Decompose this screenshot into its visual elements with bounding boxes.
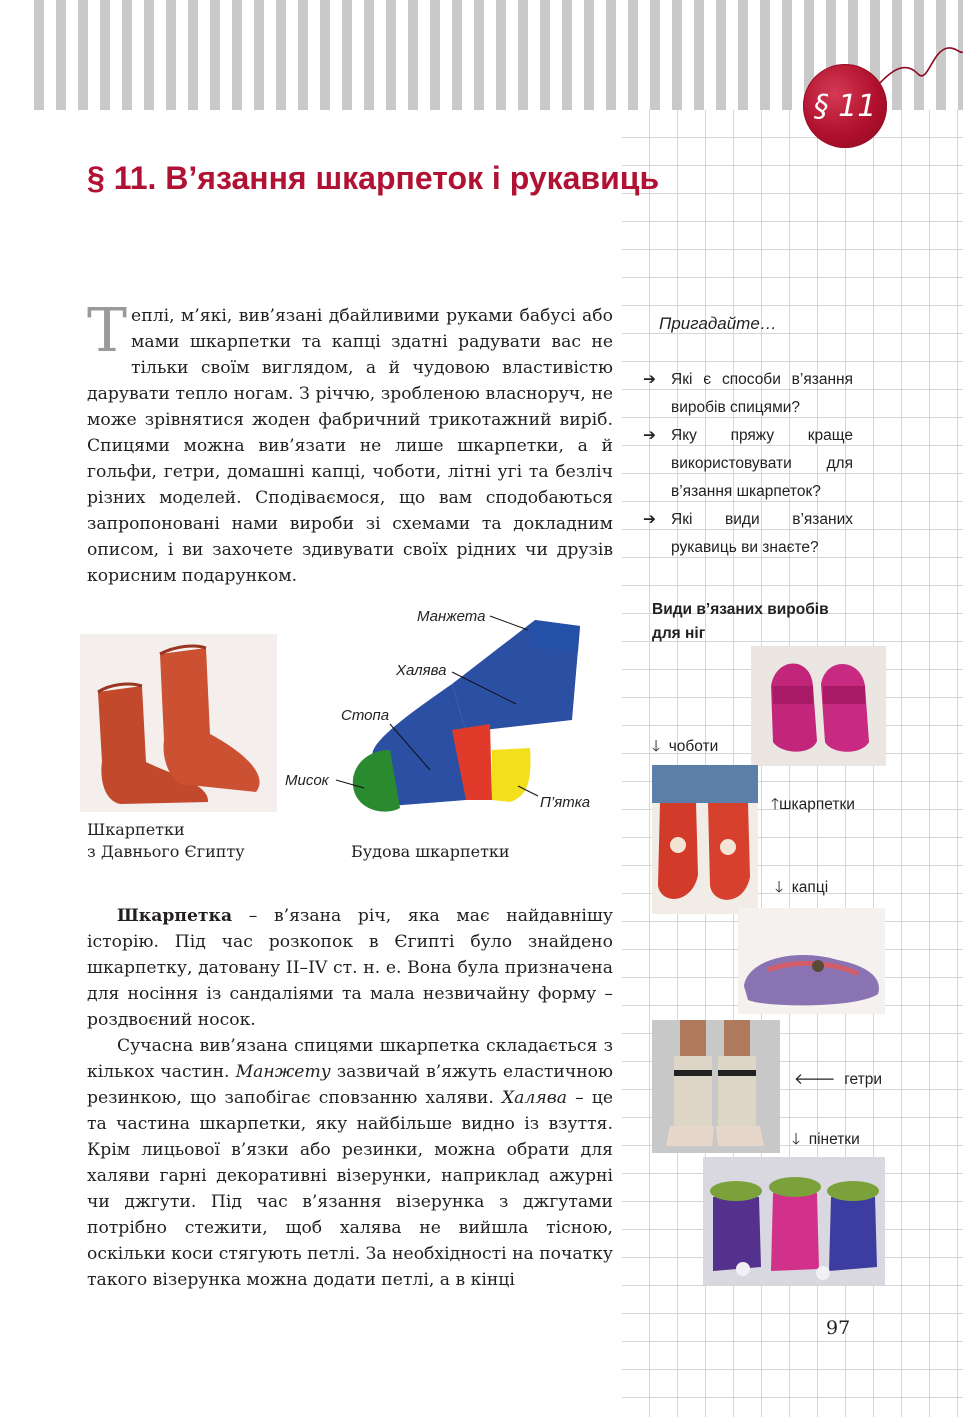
question-text: Які є способи в’язання виробів спицями?	[671, 371, 853, 416]
label-slippers	[775, 875, 828, 902]
paragraph-2-text-c: – це та частина шкарпетки, яку найбільше видно із взуття. Крім лицьової в’язки або резинки, можна обрати для халяви гарні декоративні візерунки, наприклад ажурні чи джгути. Під час в’язання візерунка з джгутами потрібно стежити, щоб халява не вийшла тісною, оскільки коси стягують петлі. За необхідності на початку такого візерунка можна додати петлі, а в кінці	[87, 1088, 614, 1290]
label-slippers-text: капці	[791, 879, 829, 896]
photo-booties	[703, 1157, 885, 1285]
arrow-right-icon: ➔	[643, 427, 656, 444]
page-number: 97	[826, 1317, 851, 1339]
stripes-margin	[0, 0, 22, 110]
paragraph-2-text-b: зазвичай в’яжуть еластичною резинкою, що запобігає сповзанню халяви.	[87, 1062, 613, 1108]
caption-egypt-2: з Давнього Єгипту	[87, 842, 245, 861]
arrow-right-icon: ➔	[643, 371, 656, 388]
question-text: Які види в’язаних рукавиць ви знаєте?	[671, 511, 853, 556]
arrow-down-icon: 🡓	[792, 1131, 801, 1148]
arrow-down-icon: 🡓	[775, 879, 784, 896]
page-title: § 11. В’язання шкарпеток і рукавиць	[87, 160, 660, 196]
label-boots-text: чоботи	[668, 738, 719, 755]
intro-paragraph	[87, 296, 613, 589]
caption-egypt-1: Шкарпетки	[87, 820, 185, 839]
photo-red-boots	[652, 765, 758, 914]
label-gaiters	[794, 1069, 882, 1089]
label-toe: Мисок	[285, 772, 329, 789]
label-socks	[771, 792, 855, 819]
paragraph-2-text-a: Сучасна вив’язана спицями шкарпетка складається з кількох частин.	[87, 1036, 613, 1082]
recall-heading: Пригадайте…	[659, 314, 777, 333]
arrow-right-icon: ➔	[643, 511, 656, 528]
label-gaiters-text: гетри	[844, 1071, 882, 1088]
question-item	[643, 506, 853, 562]
paragraph-1	[87, 903, 613, 1033]
paragraph-2	[87, 1033, 613, 1293]
arrow-left-icon: 🡐	[794, 1071, 836, 1088]
label-foot: Стопа	[341, 707, 390, 724]
arrow-down-icon: 🡓	[652, 738, 661, 755]
arrow-up-icon: 🡑	[771, 796, 780, 813]
label-leg: Халява	[396, 662, 447, 679]
intro-text: еплі, м’які, вив’язані дбайливими руками бабусі або мами шкарпетки та капці здатні радувати вас не тільки своїм виглядом, а й чудовою властивістю дарувати тепло ногам. З річчю, зробленою власноруч, не може зрівнятися жоден фабричний трикотажний виріб. Спицями можна вив’язати не лише шкарпетки, а й гольфи, гетри, домашні капці, чоботи, літні угі та безліч різних моделей. Сподіваємося, що вам сподобаються запропоновані нами вироби зі схемами та докладним описом, і ви захочете здивувати своїх рідних чи друзів корисним подарунком.	[87, 306, 613, 586]
question-item	[643, 366, 853, 422]
label-cuff: Манжета	[417, 608, 486, 625]
caption-sock-structure: Будова шкарпетки	[351, 842, 510, 861]
body-text	[87, 903, 613, 1293]
question-item	[643, 422, 853, 506]
photo-pink-boots	[751, 646, 886, 766]
photo-egyptian-socks	[80, 634, 277, 812]
label-boots	[652, 734, 718, 761]
term-cuff: Манжету	[235, 1062, 331, 1082]
photo-gaiters	[652, 1020, 780, 1153]
photo-purple-slippers	[738, 908, 885, 1014]
label-booties	[792, 1127, 860, 1154]
paragraph-1-text: – в’язана річ, яка має найдавнішу історію. Під час розкопок в Єгипті було знайдено шкарпетку, датовану II–IV ст. н. е. Вона була призначена для носіння із сандаліями та мала незвичайну форму – роздвоєний носок.	[87, 906, 613, 1030]
label-booties-text: пінетки	[808, 1131, 860, 1148]
term-leg: Халява	[501, 1088, 567, 1108]
term-sock: Шкарпетка	[117, 906, 233, 926]
question-text: Яку пряжу краще використовувати для в’язання шкарпеток?	[671, 427, 853, 500]
drop-cap: Т	[87, 296, 128, 366]
label-heel: П’ятка	[540, 794, 591, 811]
question-list	[643, 366, 853, 562]
label-socks-text: шкарпетки	[779, 796, 855, 813]
section-badge: § 11	[813, 88, 877, 124]
types-heading: Види в’язаних виробів для ніг	[652, 601, 829, 642]
